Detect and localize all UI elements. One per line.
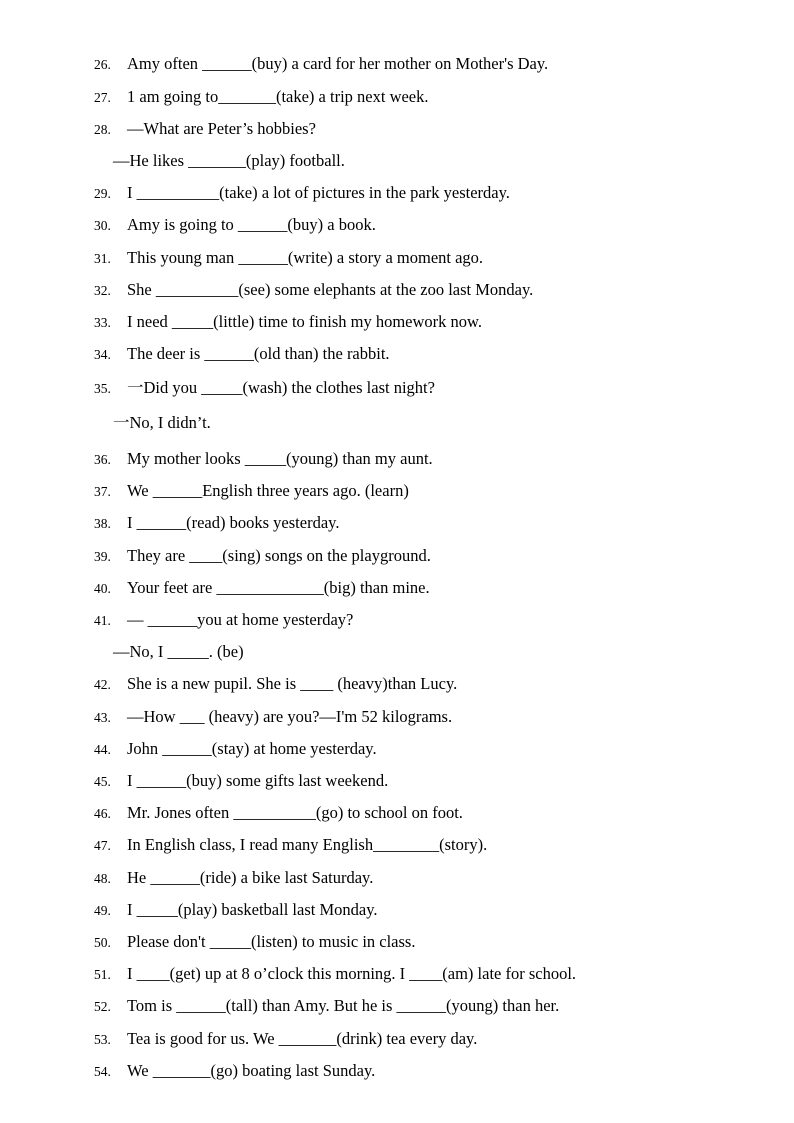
question-text: We _______(go) boating last Sunday. [127,1061,376,1080]
question-number: 40. [94,581,111,596]
question-text: Mr. Jones often __________(go) to school on foot. [127,803,463,822]
question-54 [94,1060,375,1082]
question-number: 43. [94,710,111,725]
question-number: 31. [94,251,111,266]
question-46 [94,802,463,824]
question-text: 一Did you _____(wash) the clothes last night? [127,378,435,397]
question-text: My mother looks _____(young) than my aunt. [127,449,433,468]
question-47 [94,834,487,856]
question-43 [94,706,452,728]
question-number: 27. [94,90,111,105]
question-number: 46. [94,806,111,821]
question-number: 54. [94,1064,111,1079]
question-text: I need _____(little) time to finish my homework now. [127,312,482,331]
question-number: 34. [94,347,111,362]
question-28 [94,118,316,140]
question-number: 29. [94,186,111,201]
question-text: We ______English three years ago. (learn) [127,481,409,500]
question-number: 42. [94,677,111,692]
question-number: 39. [94,549,111,564]
question-45 [94,770,388,792]
question-30 [94,214,376,236]
question-38 [94,512,339,534]
question-53 [94,1028,477,1050]
question-49 [94,899,378,921]
question-number: 47. [94,838,111,853]
question-text: — ______you at home yesterday? [127,610,354,629]
question-37 [94,480,409,502]
question-number: 26. [94,57,111,72]
question-number: 45. [94,774,111,789]
question-29 [94,182,510,204]
question-text: John ______(stay) at home yesterday. [127,739,377,758]
question-41-answer-line: —No, I _____. (be) [113,642,244,661]
question-number: 52. [94,999,111,1014]
question-34 [94,343,390,365]
question-text: Your feet are _____________(big) than mine. [127,578,430,597]
question-number: 51. [94,967,111,982]
question-text: This young man ______(write) a story a moment ago. [127,248,484,267]
question-number: 41. [94,613,111,628]
question-28-answer-line: —He likes _______(play) football. [113,151,345,170]
question-text: I __________(take) a lot of pictures in the park yesterday. [127,183,510,202]
question-text: I ____(get) up at 8 o’clock this morning. I ____(am) late for school. [127,964,577,983]
question-35-answer-line: 一No, I didn’t. [113,413,211,432]
question-35 [94,377,435,399]
question-number: 28. [94,122,111,137]
question-text: I ______(read) books yesterday. [127,513,340,532]
question-text: Amy often ______(buy) a card for her mother on Mother's Day. [127,54,549,73]
question-33 [94,311,482,333]
question-text: Amy is going to ______(buy) a book. [127,215,376,234]
question-27 [94,86,429,108]
question-text: She is a new pupil. She is ____ (heavy)than Lucy. [127,674,458,693]
question-text: Tea is good for us. We _______(drink) tea every day. [127,1029,478,1048]
question-text: The deer is ______(old than) the rabbit. [127,344,390,363]
question-number: 30. [94,218,111,233]
question-number: 38. [94,516,111,531]
question-text: I _____(play) basketball last Monday. [127,900,378,919]
question-44 [94,738,377,760]
question-text: He ______(ride) a bike last Saturday. [127,868,374,887]
question-39 [94,545,431,567]
question-text: —What are Peter’s hobbies? [127,119,316,138]
question-51 [94,963,576,985]
question-number: 44. [94,742,111,757]
question-number: 33. [94,315,111,330]
question-number: 53. [94,1032,111,1047]
question-text: They are ____(sing) songs on the playground. [127,546,431,565]
question-text: Please don't _____(listen) to music in class. [127,932,416,951]
question-36 [94,448,433,470]
question-26 [94,53,548,75]
question-41 [94,609,353,631]
question-42 [94,673,457,695]
question-number: 35. [94,381,111,396]
question-number: 50. [94,935,111,950]
question-number: 32. [94,283,111,298]
question-number: 48. [94,871,111,886]
question-52 [94,995,559,1017]
question-32 [94,279,533,301]
question-number: 49. [94,903,111,918]
question-number: 37. [94,484,111,499]
question-text: She __________(see) some elephants at the zoo last Monday. [127,280,534,299]
question-text: Tom is ______(tall) than Amy. But he is ______(young) than her. [127,996,560,1015]
question-text: In English class, I read many English________(story). [127,835,488,854]
question-31 [94,247,483,269]
question-number: 36. [94,452,111,467]
question-text: I ______(buy) some gifts last weekend. [127,771,389,790]
question-text: 1 am going to_______(take) a trip next week. [127,87,429,106]
question-40 [94,577,430,599]
question-text: —How ___ (heavy) are you?—I'm 52 kilograms. [127,707,453,726]
question-48 [94,867,373,889]
question-50 [94,931,415,953]
